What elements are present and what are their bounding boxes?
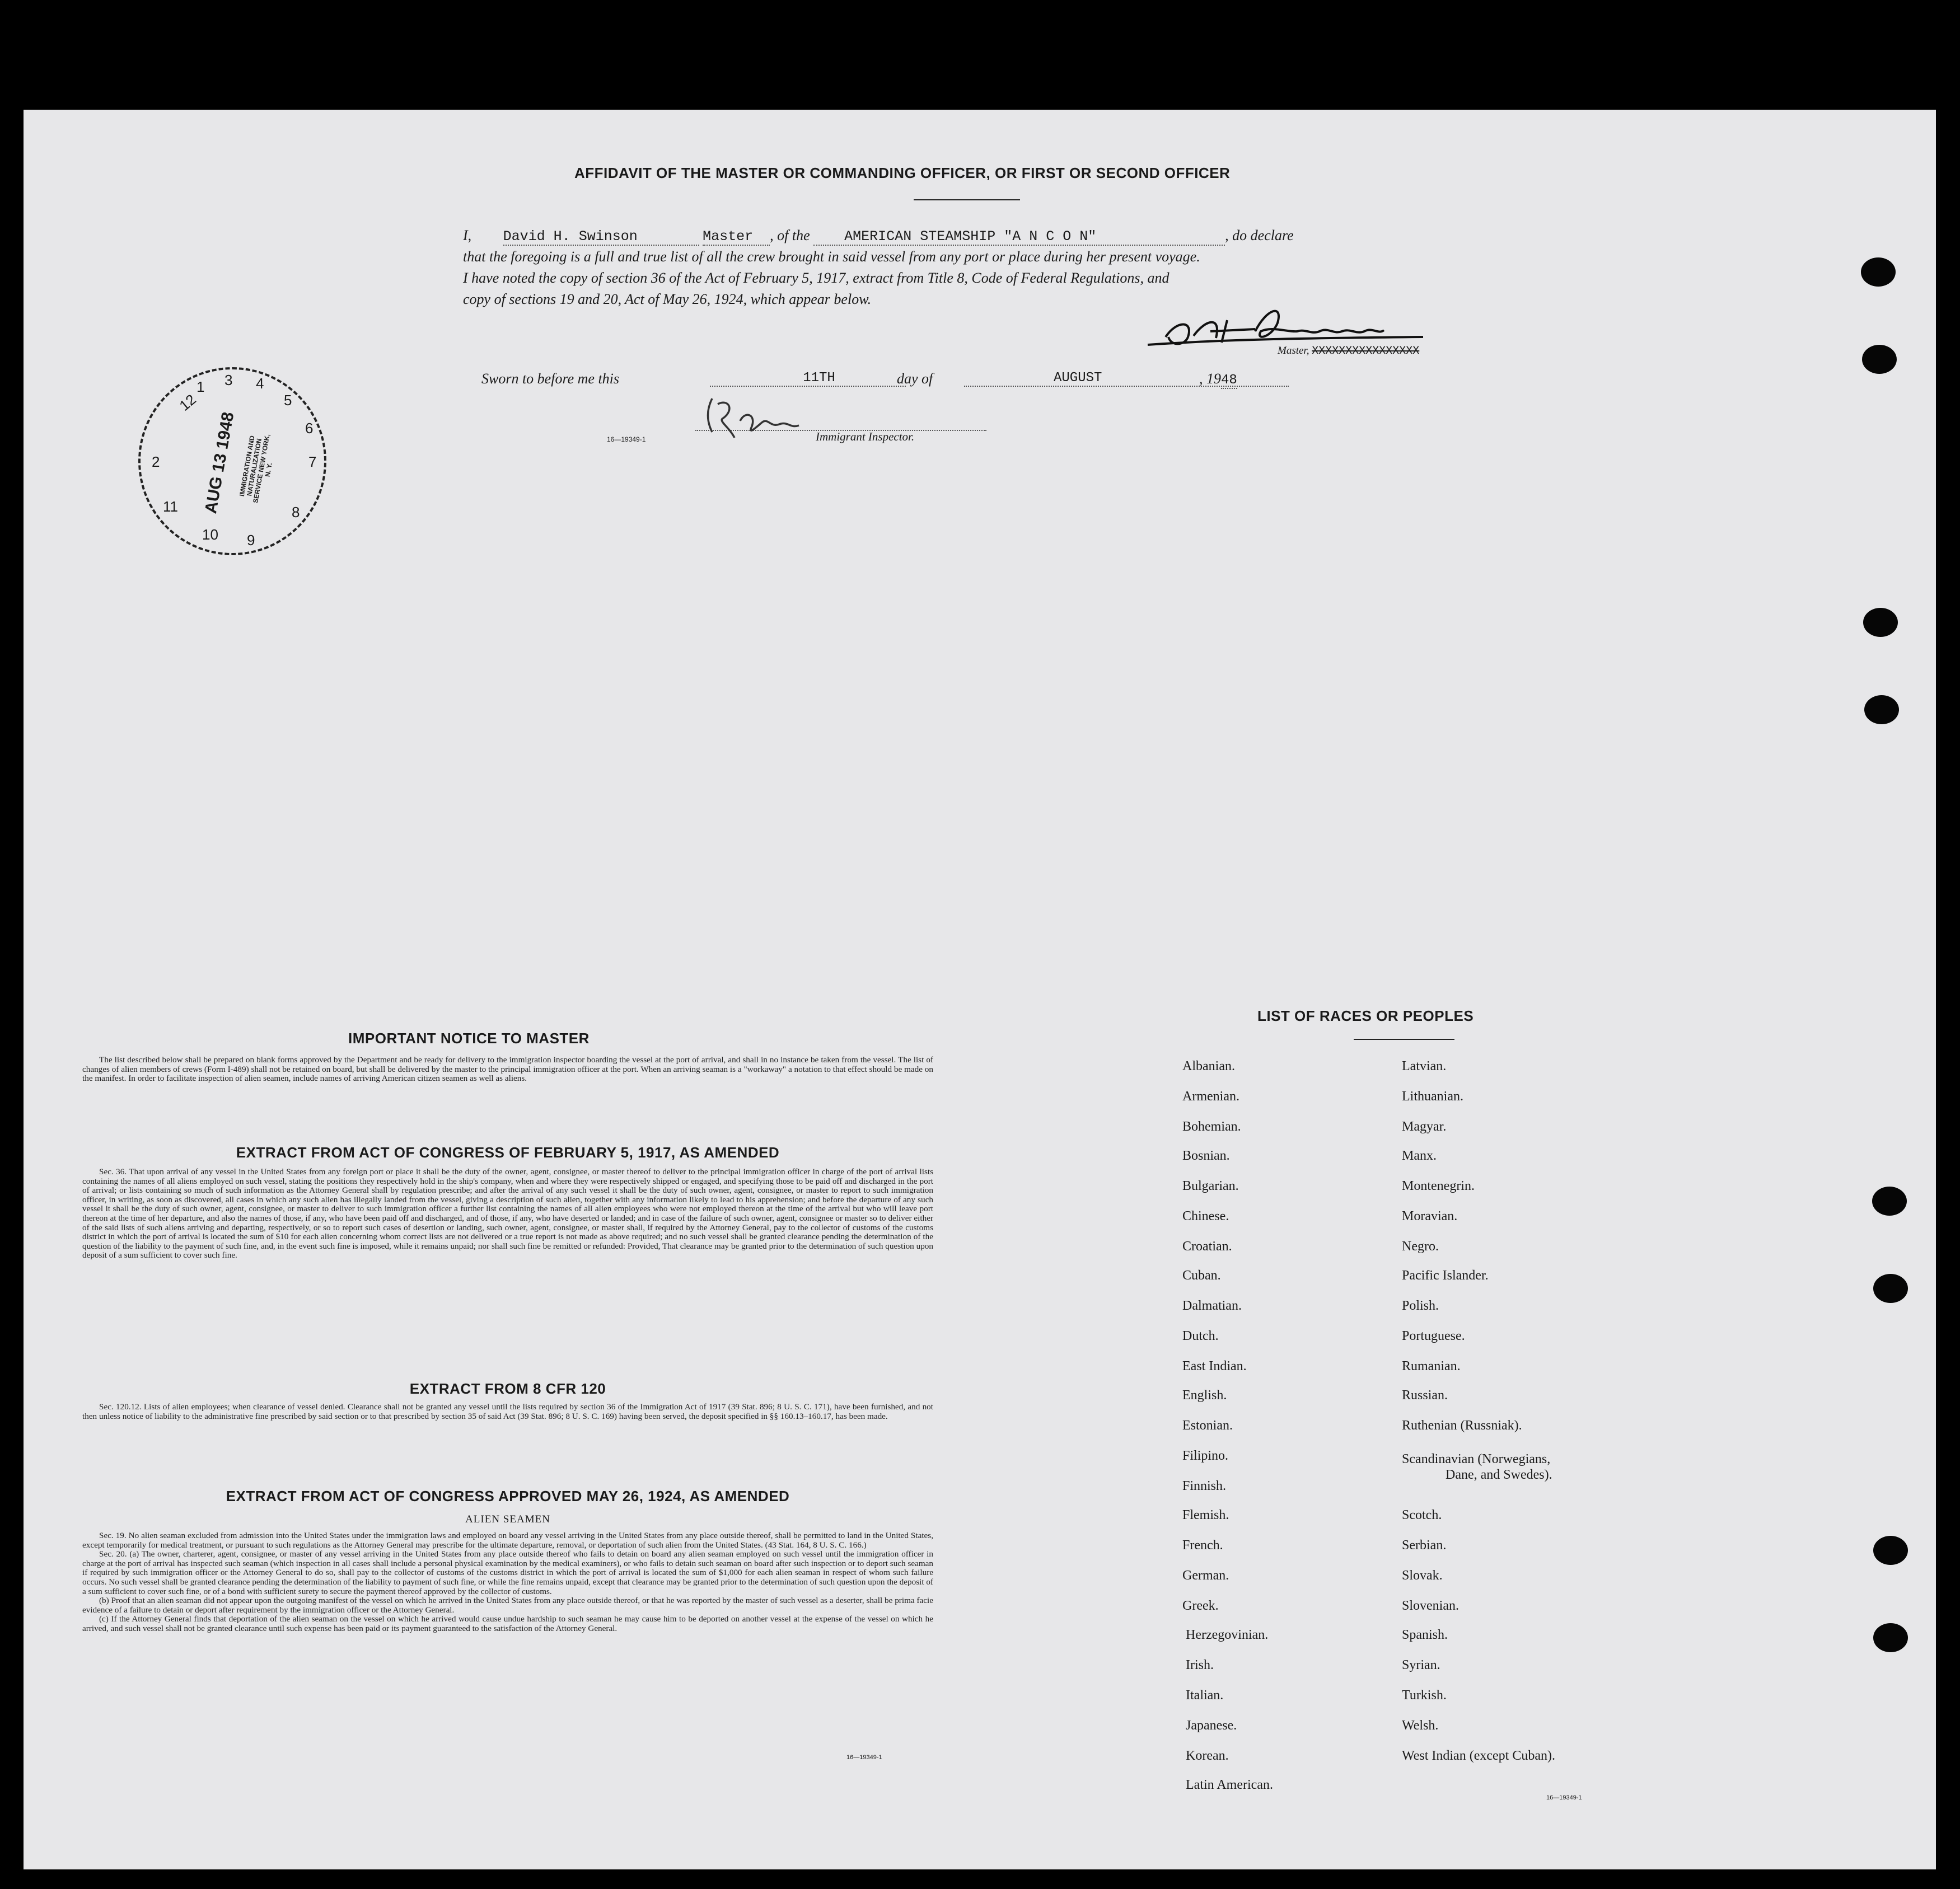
race-item: Japanese.: [1186, 1718, 1237, 1733]
affidavit-line-2: that the foregoing is a full and true list of all the crew brought in said vessel from any port or place during her present voyage.: [463, 249, 1200, 265]
of-the-label: , of the: [770, 227, 810, 243]
punch-hole: [1872, 1187, 1907, 1216]
signature-caption: Master, XXXXXXXXXXXXXXXX: [1278, 345, 1420, 358]
race-item: Latin American.: [1186, 1778, 1273, 1792]
stamp-date: AUG 13 1948: [202, 410, 238, 515]
punch-hole: [1873, 1623, 1908, 1652]
punch-hole: [1864, 695, 1899, 724]
race-item: Filipino.: [1182, 1449, 1229, 1463]
stamp-dial-10: 10: [202, 526, 218, 543]
race-item: Dane, and Swedes).: [1446, 1468, 1552, 1482]
race-item: Spanish.: [1402, 1628, 1448, 1642]
stamp-agency-text: IMMIGRATION AND NATURALIZATION SERVICE NEW YORK, N. Y.: [237, 433, 274, 504]
race-item: Finnish.: [1182, 1479, 1227, 1493]
stamp-dial-5: 5: [284, 392, 292, 409]
race-item: Bosnian.: [1182, 1149, 1230, 1163]
master-name: David H. Swinson: [503, 228, 699, 246]
extract1-title: EXTRACT FROM ACT OF CONGRESS OF FEBRUARY 5, 1917, AS AMENDED: [236, 1144, 780, 1161]
stamp-dial-6: 6: [305, 420, 314, 437]
sworn-month: AUGUST: [964, 371, 1289, 387]
affidavit-form-number: 16—19349-1: [607, 435, 646, 443]
race-item: Bulgarian.: [1182, 1179, 1239, 1193]
race-item: Scandinavian (Norwegians,: [1402, 1452, 1551, 1466]
race-item: Lithuanian.: [1402, 1089, 1463, 1104]
race-item: German.: [1182, 1568, 1229, 1583]
affidavit-title: AFFIDAVIT OF THE MASTER OR COMMANDING OFFICER, OR FIRST OR SECOND OFFICER: [574, 165, 1231, 181]
race-item: Negro.: [1402, 1239, 1439, 1254]
extract1-body: Sec. 36. That upon arrival of any vessel in the United States from any foreign port or place it shall be the duty of the owner, agent, consignee, or master thereof to deliver to the principal immigration officer in charge of the port of arrival lists containing the names of all aliens employed on such vessel, stating the positions they respectively hold in the ship's company, when and where they were respectively shipped or engaged, and specifying those to be paid off and discharged in the port of arrival; or lists containing so much of such information as the Attorney General shall by regulation prescribe; and after the arrival of any such vessel it shall be the duty of such owner, agent, consignee, or master to report to such immigration officer, in writing, as soon as discovered, all cases in which any such alien has illegally landed from the vessel, giving a description of such alien, together with any information likely to lead to his apprehension; and before the departure of any such vessel it shall be the duty of such owner, agent, consignee, or master to deliver to such immigration officer a further list containing the names of all alien employees who were not employed thereon at the time of the arrival but who will leave port thereon at the time of her departure, and also the names of those, if any, who have been paid off and discharged, and of those, if any, who have deserted or landed; and in case of the failure of such owner, agent, consignee or master so to deliver either of the said lists of such aliens arriving and departing, respectively, or so to report such cases of desertion or landing, such owner, agent, consignee, or master shall, if required by the Attorney General, pay to the collector of customs of the customs district in which the port of arrival is located the sum of $10 for each alien concerning whom correct lists are not delivered or a true report is not made as above required; and no such vessel shall be granted clearance pending the determination of the question of the liability to the payment of such fine, and, in the event such fine is imposed, while it remains unpaid; nor shall such fine be remitted or refunded: Provided, That clearance may be granted prior to the determination of such question upon deposit of a sum sufficient to cover such fine.: [82, 1167, 933, 1260]
race-item: Latvian.: [1402, 1059, 1447, 1074]
race-item: Greek.: [1182, 1599, 1219, 1613]
vessel-name: AMERICAN STEAMSHIP "A N C O N": [813, 228, 1225, 246]
race-item: Rumanian.: [1402, 1359, 1461, 1374]
race-item: East Indian.: [1182, 1359, 1247, 1374]
extract3-sec20c: (c) If the Attorney General finds that deportation of the alien seaman on the vessel on which he arrived would cause undue hardship to such seaman he may cause him to be deported on another vessel at the expense of the vessel on which he arrived, and such vessel shall not be granted clearance until such expense has been paid or its payment guaranteed to the satisfaction of the Attorney General.: [82, 1614, 933, 1633]
extract3-sec20a: Sec. 20. (a) The owner, charterer, agent, consignee, or master of any vessel arriving in the United States from any place outside thereof who fails to detain on board any alien seaman employed on such vessel until the immigration officer in charge at the port of arrival has inspected such seaman (which inspection in all cases shall include a personal physical examination by the medical examiners), or who fails to detain such seaman on board after such inspection or to deport such seaman if required by such immigration officer or the Attorney General to do so, shall pay to the collector of customs of the customs district in which the port of arrival is located the sum of $1,000 for each alien seaman in respect of whom such failure occurs. No such vessel shall be granted clearance pending the determination of the liability to payment of such fine, or while the fine remains unpaid, except that clearance may be granted prior to the determination of such question upon the deposit of a sum sufficient to cover such fine, or of a bond with sufficient surety to secure the payment thereof approved by the collector of customs.: [82, 1549, 933, 1596]
race-item: Slovenian.: [1402, 1599, 1459, 1613]
race-item: Polish.: [1402, 1299, 1439, 1313]
race-item: Russian.: [1402, 1388, 1448, 1403]
race-item: Scotch.: [1402, 1508, 1442, 1522]
stamp-dial-2: 2: [152, 453, 160, 470]
race-item: Turkish.: [1402, 1688, 1447, 1703]
stamp-dial-7: 7: [308, 453, 317, 470]
extract3-body: [82, 1531, 933, 1634]
race-item: Irish.: [1186, 1658, 1214, 1672]
race-item: Estonian.: [1182, 1418, 1233, 1433]
punch-hole: [1863, 608, 1898, 637]
inspection-date-stamp: [138, 367, 326, 555]
race-item: Cuban.: [1182, 1268, 1221, 1283]
stamp-dial-11: 11: [163, 498, 178, 515]
extract2-title: EXTRACT FROM 8 CFR 120: [409, 1380, 606, 1397]
year-label: , 1948: [1199, 371, 1237, 388]
race-item: Ruthenian (Russniak).: [1402, 1418, 1522, 1433]
race-item: Dalmatian.: [1182, 1299, 1242, 1313]
race-item: Armenian.: [1182, 1089, 1239, 1104]
race-item: Croatian.: [1182, 1239, 1232, 1254]
notice-form-number: 16—19349-1: [846, 1754, 882, 1761]
races-form-number: 16—19349-1: [1546, 1794, 1582, 1801]
race-item: Flemish.: [1182, 1508, 1229, 1522]
race-item: Serbian.: [1402, 1538, 1447, 1553]
race-item: Korean.: [1186, 1749, 1229, 1763]
race-item: West Indian (except Cuban).: [1402, 1749, 1555, 1763]
extract3-sec19: Sec. 19. No alien seaman excluded from admission into the United States under the immigration laws and employed on board any vessel arriving in the United States from any place outside thereof, shall be permitted to land in the United States, except temporarily for medical treatment, or pursuant to such regulations as the Attorney General may prescribe for the ultimate departure, removal, or deportation of such alien from the United States. (43 Stat. 164, 8 U. S. C. 166.): [82, 1531, 933, 1550]
punch-hole: [1873, 1536, 1908, 1565]
inspector-caption: Immigrant Inspector.: [816, 430, 915, 443]
document-page: [24, 110, 1936, 1869]
notice-body: The list described below shall be prepared on blank forms approved by the Department and be ready for delivery to the immigration inspector boarding the vessel at the port of arrival, and shall in no instance be taken from the vessel. The list of changes of alien members of crews (Form I-489) shall not be retained on board, but shall be delivered by the master to the principal immigration officer at the port. When an arriving seaman is a "workaway" a notation to that effect should be made on the manifest. In order to facilitate inspection of alien seamen, include names of arriving American citizen seamen as well as aliens.: [82, 1055, 933, 1084]
race-item: Herzegovinian.: [1186, 1628, 1269, 1642]
affidavit-line-1: [463, 227, 1521, 246]
year-suffix: 48: [1221, 373, 1237, 388]
race-item: Albanian.: [1182, 1059, 1235, 1074]
extract2-body: Sec. 120.12. Lists of alien employees; when clearance of vessel denied. Clearance shall not be granted any vessel until the lists required by section 36 of the Immigration Act of 1917 (39 Stat. 896; 8 U. S. C. 171), have been furnished, and not then unless notice of liability to the administrative fine prescribed by said section or to that prescribed by section 35 of said Act (39 Stat. 896; 8 U. S. C. 169) having been served, the deposit specified in §§ 160.13–160.17, has been made.: [82, 1402, 933, 1421]
stamp-dial-1: 1: [197, 378, 205, 395]
sworn-day: 11TH: [710, 371, 906, 387]
punch-hole: [1861, 257, 1896, 287]
stamp-dial-4: 4: [256, 375, 264, 392]
races-title-rule: [1354, 1039, 1454, 1040]
race-item: Chinese.: [1182, 1209, 1229, 1224]
race-item: Dutch.: [1182, 1329, 1219, 1343]
day-of-label: day of: [897, 371, 933, 387]
race-item: Moravian.: [1402, 1209, 1458, 1224]
race-item: French.: [1182, 1538, 1223, 1553]
stamp-dial-3: 3: [224, 372, 233, 388]
race-item: Pacific Islander.: [1402, 1268, 1489, 1283]
affidavit-line-4: copy of sections 19 and 20, Act of May 26, 1924, which appear below.: [463, 291, 872, 307]
race-item: English.: [1182, 1388, 1227, 1403]
extract3-title: EXTRACT FROM ACT OF CONGRESS APPROVED MAY 26, 1924, AS AMENDED: [226, 1488, 790, 1504]
race-item: Welsh.: [1402, 1718, 1439, 1733]
rank: Master: [703, 228, 770, 246]
punch-hole: [1862, 345, 1897, 374]
stamp-dial-12: 12: [176, 391, 199, 414]
punch-hole: [1873, 1274, 1908, 1303]
notice-title: IMPORTANT NOTICE TO MASTER: [348, 1030, 590, 1047]
stamp-dial-8: 8: [292, 504, 300, 521]
extract3-subtitle: ALIEN SEAMEN: [465, 1513, 550, 1525]
pronoun: I,: [463, 227, 472, 243]
race-item: Manx.: [1402, 1149, 1437, 1163]
race-item: Portuguese.: [1402, 1329, 1465, 1343]
sworn-label: Sworn to before me this: [481, 371, 620, 387]
race-item: Italian.: [1186, 1688, 1224, 1703]
race-item: Montenegrin.: [1402, 1179, 1475, 1193]
affidavit-line-3: I have noted the copy of section 36 of the Act of February 5, 1917, extract from Title 8, Code of Federal Regulations, and: [463, 270, 1170, 286]
extract3-sec20b: (b) Proof that an alien seaman did not appear upon the outgoing manifest of the vessel on which he arrived in the United States from any place outside thereof, or that he was reported by the master of such vessel as a deserter, shall be prima facie evidence of a failure to detain or deport after requirement by the immigration officer or the Attorney General.: [82, 1596, 933, 1615]
race-item: Magyar.: [1402, 1119, 1447, 1134]
stamp-dial-9: 9: [247, 532, 255, 549]
race-item: Bohemian.: [1182, 1119, 1241, 1134]
do-declare-label: , do declare: [1225, 227, 1294, 243]
race-item: Syrian.: [1402, 1658, 1440, 1672]
struck-text: XXXXXXXXXXXXXXXX: [1312, 345, 1420, 358]
race-item: Slovak.: [1402, 1568, 1443, 1583]
races-title: LIST OF RACES OR PEOPLES: [1257, 1007, 1474, 1024]
title-rule: [914, 199, 1020, 200]
